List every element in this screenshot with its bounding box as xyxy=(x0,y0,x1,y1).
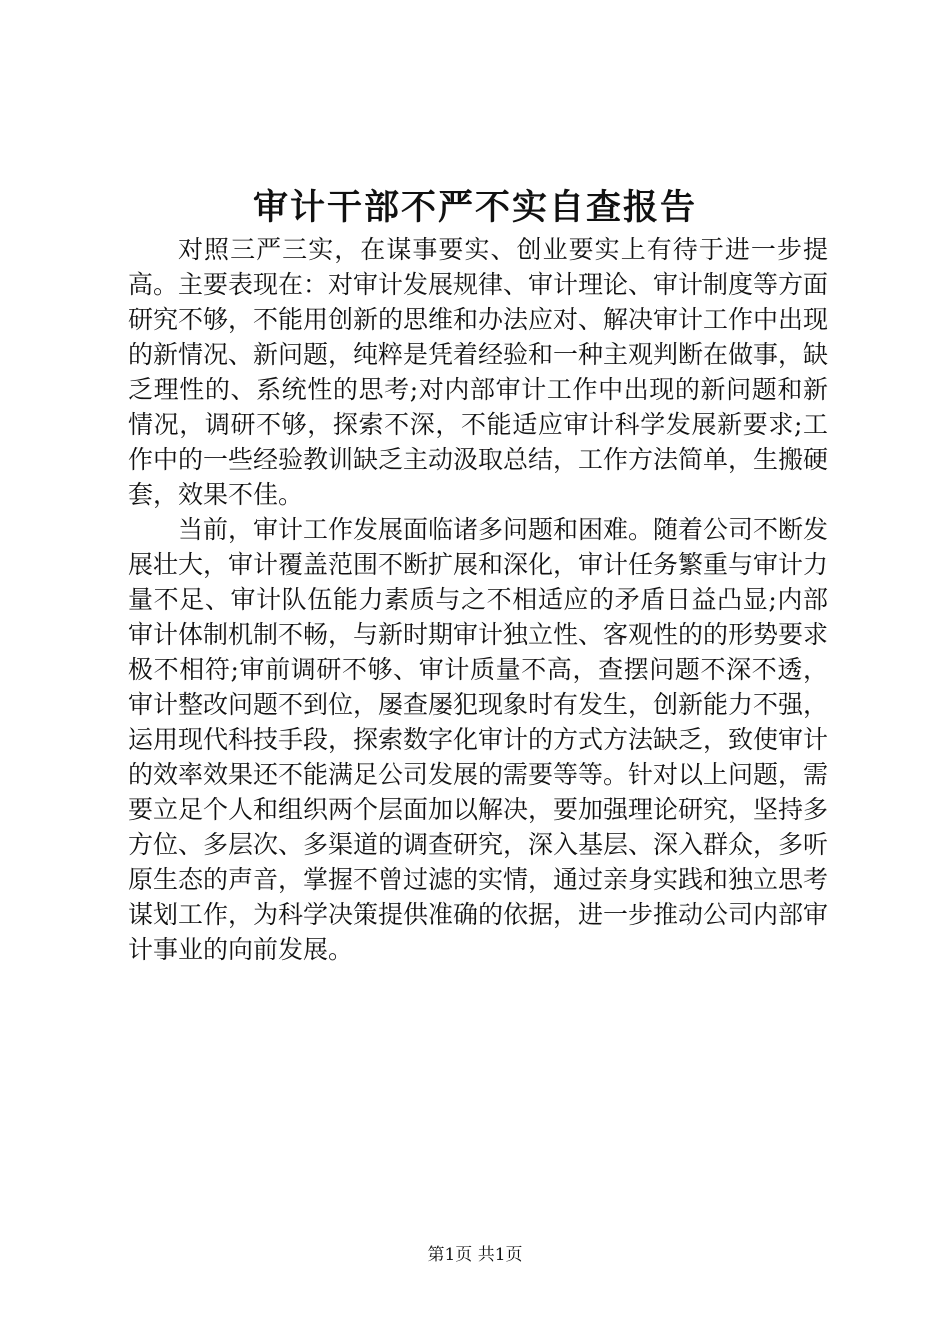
document-title: 审计干部不严不实自查报告 xyxy=(252,187,697,228)
paragraph-2: 当前，审计工作发展面临诸多问题和困难。随着公司不断发展壮大，审计覆盖范围不断扩展和深化，审计任务繁重与审计力量不足、审计队伍能力素质与之不相适应的矛盾日益凸显;内部审计体制机制不畅，与新时期审计独立性、客观性的的形势要求极不相符;审前调研不够、审计质量不高，查摆问题不深不透，审计整改问题不到位，屡查屡犯现象时有发生，创新能力不强，运用现代科技手段，探索数字化审计的方式方法缺乏，致使审计的效率效果还不能满足公司发展的需要等等。针对以上问题，需要立足个人和组织两个层面加以解决，要加强理论研究，坚持多方位、多层次、多渠道的调查研究，深入基层、深入群众，多听原生态的声音，掌握不曾过滤的实情，通过亲身实践和独立思考谋划工作，为科学决策提供准确的依据，进一步推动公司内部审计事业的向前发展。 xyxy=(128,515,829,964)
document-body xyxy=(128,232,828,967)
paragraph-1: 对照三严三实，在谋事要实、创业要实上有待于进一步提高。主要表现在：对审计发展规律、审计理论、审计制度等方面研究不够，不能用创新的思维和办法应对、解决审计工作中出现的新情况、新问题，纯粹是凭着经验和一种主观判断在做事，缺乏理性的、系统性的思考;对内部审计工作中出现的新问题和新情况，调研不够，探索不深，不能适应审计科学发展新要求;工作中的一些经验教训缺乏主动汲取总结，工作方法简单，生搬硬套，效果不佳。 xyxy=(128,235,829,509)
page-number-footer: 第1页 共1页 xyxy=(427,1245,523,1265)
